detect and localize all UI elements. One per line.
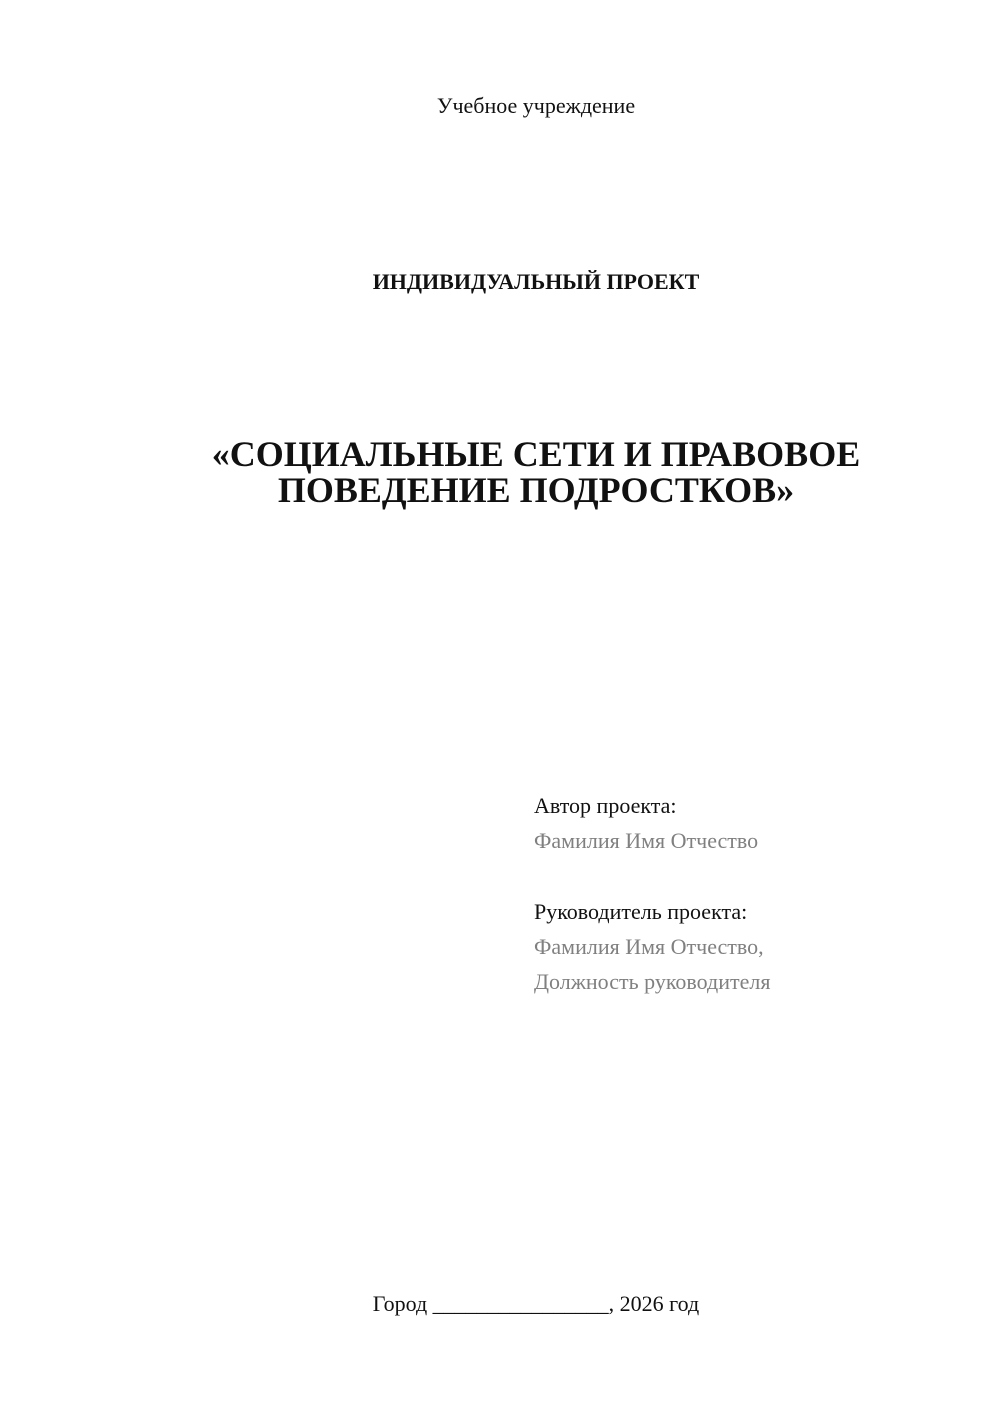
author-name: Фамилия Имя Отчество — [534, 828, 759, 853]
supervisor-name: Фамилия Имя Отчество, — [534, 934, 764, 959]
supervisor-label: Руководитель проекта: — [534, 899, 748, 924]
supervisor-position: Должность руководителя — [534, 969, 771, 994]
document-type: ИНДИВИДУАЛЬНЫЙ ПРОЕКТ — [372, 269, 700, 294]
institution-name: Учебное учреждение — [436, 93, 636, 118]
city-year-line: Город ________________, 2026 год — [372, 1291, 700, 1316]
project-title-line-2: ПОВЕДЕНИЕ ПОДРОСТКОВ» — [277, 470, 795, 510]
project-title-line-1: «СОЦИАЛЬНЫЕ СЕТИ И ПРАВОВОЕ — [211, 434, 861, 474]
credits-block — [534, 788, 974, 999]
author-label: Автор проекта: — [534, 793, 677, 818]
project-title — [0, 436, 1000, 508]
credits-spacer — [534, 858, 974, 894]
